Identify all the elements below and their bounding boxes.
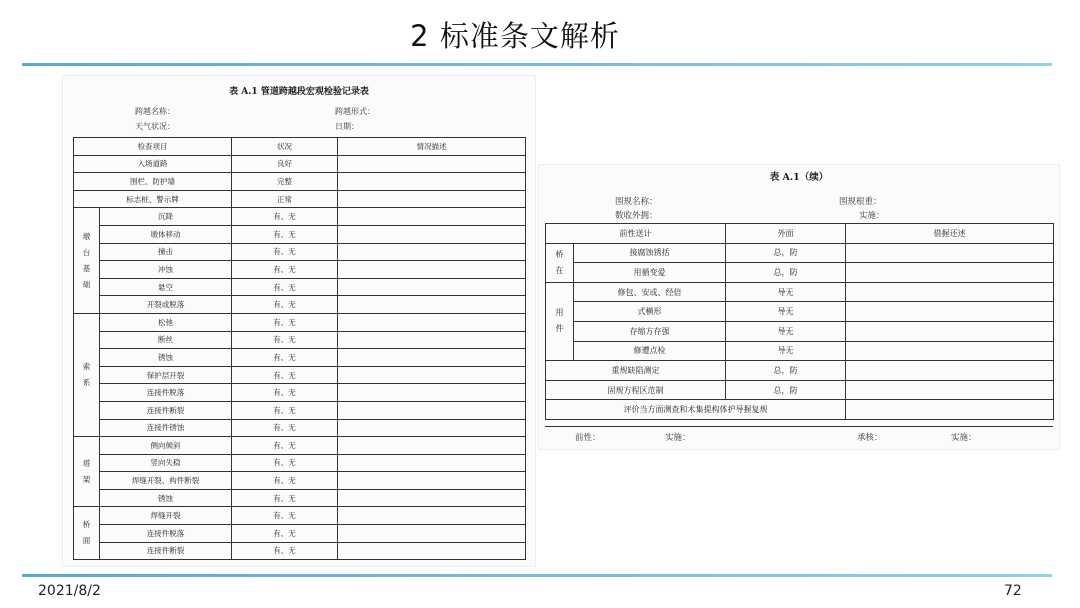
description-cell xyxy=(338,437,526,455)
item-cell: 松弛 xyxy=(100,313,232,331)
status-cell: 有、无 xyxy=(232,419,338,437)
status-cell: 有、无 xyxy=(232,525,338,543)
left-meta-weather: 天气状况： xyxy=(135,122,175,131)
group-label-char: 桥 xyxy=(555,249,564,259)
table-row xyxy=(546,321,1054,341)
table-row xyxy=(74,489,526,507)
description-cell xyxy=(846,321,1054,341)
table-row xyxy=(546,243,1054,263)
item-cell: 锈蚀 xyxy=(100,489,232,507)
description-cell xyxy=(846,361,1054,381)
right-meta-weather: 数收外拥： xyxy=(615,211,658,221)
table-row xyxy=(74,138,526,156)
header-status: 外面 xyxy=(726,224,846,244)
item-cell: 修包、安或、经倍 xyxy=(574,282,726,302)
description-cell xyxy=(846,341,1054,361)
table-row xyxy=(74,507,526,525)
table-row xyxy=(74,313,526,331)
group-label-cell xyxy=(74,437,100,507)
description-cell xyxy=(846,400,1054,420)
description-cell xyxy=(338,261,526,279)
item-cell: 开裂或脱落 xyxy=(100,296,232,314)
status-cell: 有、无 xyxy=(232,261,338,279)
group-label-cell xyxy=(74,507,100,560)
table-row xyxy=(74,261,526,279)
table-row xyxy=(74,542,526,560)
table-row xyxy=(546,263,1054,283)
item-cell: 存缩方存强 xyxy=(574,321,726,341)
right-record-table xyxy=(545,223,1054,420)
group-label-cell xyxy=(74,313,100,436)
item-cell: 重规缺陷测定 xyxy=(546,361,726,381)
description-cell xyxy=(338,296,526,314)
description-cell xyxy=(338,384,526,402)
status-cell: 有、无 xyxy=(232,489,338,507)
right-meta-date: 实施： xyxy=(859,211,885,221)
group-label-char: 在 xyxy=(555,265,564,275)
description-cell xyxy=(846,282,1054,302)
item-cell: 围栏、防护墙 xyxy=(74,173,232,191)
table-row xyxy=(546,282,1054,302)
status-cell: 有、无 xyxy=(232,401,338,419)
status-cell: 有、无 xyxy=(232,331,338,349)
status-cell: 导无 xyxy=(726,302,846,322)
description-cell xyxy=(338,489,526,507)
item-cell: 修遭点检 xyxy=(574,341,726,361)
description-cell xyxy=(338,190,526,208)
item-cell: 标志桩、警示牌 xyxy=(74,190,232,208)
right-footer-left2: 实施： xyxy=(665,433,691,443)
item-cell: 接腐蚀锈括 xyxy=(574,243,726,263)
group-label-char: 系 xyxy=(82,378,91,388)
description-cell xyxy=(338,155,526,173)
description-cell xyxy=(338,225,526,243)
table-row xyxy=(74,155,526,173)
table-row xyxy=(74,366,526,384)
group-label-char: 用 xyxy=(555,308,564,318)
status-cell: 有、无 xyxy=(232,208,338,226)
description-cell xyxy=(338,507,526,525)
status-cell: 良好 xyxy=(232,155,338,173)
table-row xyxy=(546,400,1054,420)
item-cell: 连接件锈蚀 xyxy=(100,419,232,437)
inspection-record-table-image xyxy=(62,75,536,567)
table-row xyxy=(74,454,526,472)
description-cell xyxy=(338,243,526,261)
table-row xyxy=(74,331,526,349)
left-doc-title: 表 A.1 管道跨越段宏观检验记录表 xyxy=(229,87,369,97)
right-footer-left1: 前性： xyxy=(575,433,601,443)
table-row xyxy=(74,437,526,455)
group-label-cell xyxy=(546,282,574,360)
slide-page-number: 72 xyxy=(1004,583,1022,599)
item-cell: 竖向失稳 xyxy=(100,454,232,472)
table-row xyxy=(74,225,526,243)
description-cell xyxy=(338,173,526,191)
item-cell: 用循变爱 xyxy=(574,263,726,283)
item-cell: 沉降 xyxy=(100,208,232,226)
table-row xyxy=(74,525,526,543)
description-cell xyxy=(338,278,526,296)
table-row xyxy=(74,190,526,208)
status-cell: 导无 xyxy=(726,341,846,361)
left-meta-crossing-form: 跨越形式： xyxy=(335,107,375,116)
description-cell xyxy=(338,472,526,490)
right-doc-title: 表 A.1（续） xyxy=(769,172,829,183)
group-label-cell xyxy=(74,208,100,314)
table-row xyxy=(546,341,1054,361)
item-cell: 固规方程区范制 xyxy=(546,380,726,400)
status-cell: 总，防 xyxy=(726,243,846,263)
group-label-cell xyxy=(546,243,574,282)
table-row xyxy=(74,384,526,402)
description-cell xyxy=(846,302,1054,322)
description-cell xyxy=(338,542,526,560)
header-item: 前性送计 xyxy=(546,224,726,244)
group-label-char: 索 xyxy=(82,362,91,372)
status-cell: 有、无 xyxy=(232,225,338,243)
description-cell xyxy=(338,313,526,331)
table-row xyxy=(74,296,526,314)
item-cell: 焊缝开裂、构件断裂 xyxy=(100,472,232,490)
description-cell xyxy=(846,380,1054,400)
group-label-char: 台 xyxy=(82,247,91,257)
right-meta-crossing-form: 围规根重： xyxy=(839,197,882,207)
table-row xyxy=(74,419,526,437)
left-record-table xyxy=(73,137,526,560)
table-row xyxy=(546,380,1054,400)
item-cell: 连接件脱落 xyxy=(100,525,232,543)
right-footer-right1: 承核： xyxy=(857,433,883,443)
item-cell: 冲蚀 xyxy=(100,261,232,279)
group-label-char: 墩 xyxy=(82,231,91,241)
table-row xyxy=(74,401,526,419)
status-cell: 有、无 xyxy=(232,278,338,296)
status-cell: 导无 xyxy=(726,282,846,302)
group-label-char: 面 xyxy=(82,536,91,546)
header-item: 检查项目 xyxy=(74,138,232,156)
left-meta-date: 日期： xyxy=(335,122,359,131)
table-row xyxy=(74,349,526,367)
header-description: 情况描述 xyxy=(338,138,526,156)
description-cell xyxy=(338,349,526,367)
item-cell: 锈蚀 xyxy=(100,349,232,367)
description-cell xyxy=(338,454,526,472)
status-cell: 正常 xyxy=(232,190,338,208)
description-cell xyxy=(846,263,1054,283)
description-cell xyxy=(338,401,526,419)
status-cell: 有、无 xyxy=(232,243,338,261)
right-footer-rule xyxy=(545,426,1053,427)
item-cell: 侧向倾斜 xyxy=(100,437,232,455)
item-cell: 墩体移动 xyxy=(100,225,232,243)
table-row xyxy=(74,208,526,226)
item-cell: 连接件脱落 xyxy=(100,384,232,402)
bottom-divider xyxy=(22,574,1052,577)
status-cell: 有、无 xyxy=(232,454,338,472)
right-footer-right2: 实施： xyxy=(951,433,977,443)
status-cell: 导无 xyxy=(726,321,846,341)
item-cell: 连接件断裂 xyxy=(100,542,232,560)
table-row xyxy=(546,361,1054,381)
table-row xyxy=(74,173,526,191)
description-cell xyxy=(338,208,526,226)
status-cell: 有、无 xyxy=(232,542,338,560)
status-cell: 完整 xyxy=(232,173,338,191)
status-cell: 有、无 xyxy=(232,349,338,367)
item-cell: 断丝 xyxy=(100,331,232,349)
status-cell: 有、无 xyxy=(232,472,338,490)
description-cell xyxy=(338,419,526,437)
table-row xyxy=(74,278,526,296)
description-cell xyxy=(338,331,526,349)
status-cell: 总，防 xyxy=(726,380,846,400)
group-label-char: 础 xyxy=(82,279,91,289)
status-cell: 总，防 xyxy=(726,263,846,283)
group-label-char: 桥 xyxy=(82,520,91,530)
summary-cell: 评价当方面测查和术集提构体护导握复规 xyxy=(546,400,846,420)
description-cell xyxy=(338,525,526,543)
item-cell: 式横形 xyxy=(574,302,726,322)
status-cell: 有、无 xyxy=(232,296,338,314)
status-cell: 有、无 xyxy=(232,437,338,455)
item-cell: 入场道路 xyxy=(74,155,232,173)
table-row xyxy=(546,302,1054,322)
inspection-record-table-continued-image xyxy=(538,164,1060,450)
left-meta-crossing-name: 跨越名称： xyxy=(135,107,175,116)
status-cell: 有、无 xyxy=(232,384,338,402)
status-cell: 总，防 xyxy=(726,361,846,381)
description-cell xyxy=(338,366,526,384)
item-cell: 保护层开裂 xyxy=(100,366,232,384)
group-label-char: 架 xyxy=(82,474,91,484)
description-cell xyxy=(846,243,1054,263)
item-cell: 连接件断裂 xyxy=(100,401,232,419)
table-row xyxy=(74,472,526,490)
item-cell: 焊缝开裂 xyxy=(100,507,232,525)
group-label-char: 基 xyxy=(82,263,91,273)
group-label-char: 件 xyxy=(555,324,564,334)
item-cell: 悬空 xyxy=(100,278,232,296)
status-cell: 有、无 xyxy=(232,507,338,525)
status-cell: 有、无 xyxy=(232,313,338,331)
status-cell: 有、无 xyxy=(232,366,338,384)
slide-title: 2 标准条文解析 xyxy=(410,19,620,53)
table-row xyxy=(74,243,526,261)
header-status: 状况 xyxy=(232,138,338,156)
group-label-char: 塔 xyxy=(82,458,91,468)
top-divider xyxy=(22,63,1052,66)
item-cell: 撞击 xyxy=(100,243,232,261)
header-description: 借握还述 xyxy=(846,224,1054,244)
slide-date: 2021/8/2 xyxy=(38,583,101,599)
table-row xyxy=(546,224,1054,244)
right-meta-crossing-name: 围规名称： xyxy=(615,197,658,207)
